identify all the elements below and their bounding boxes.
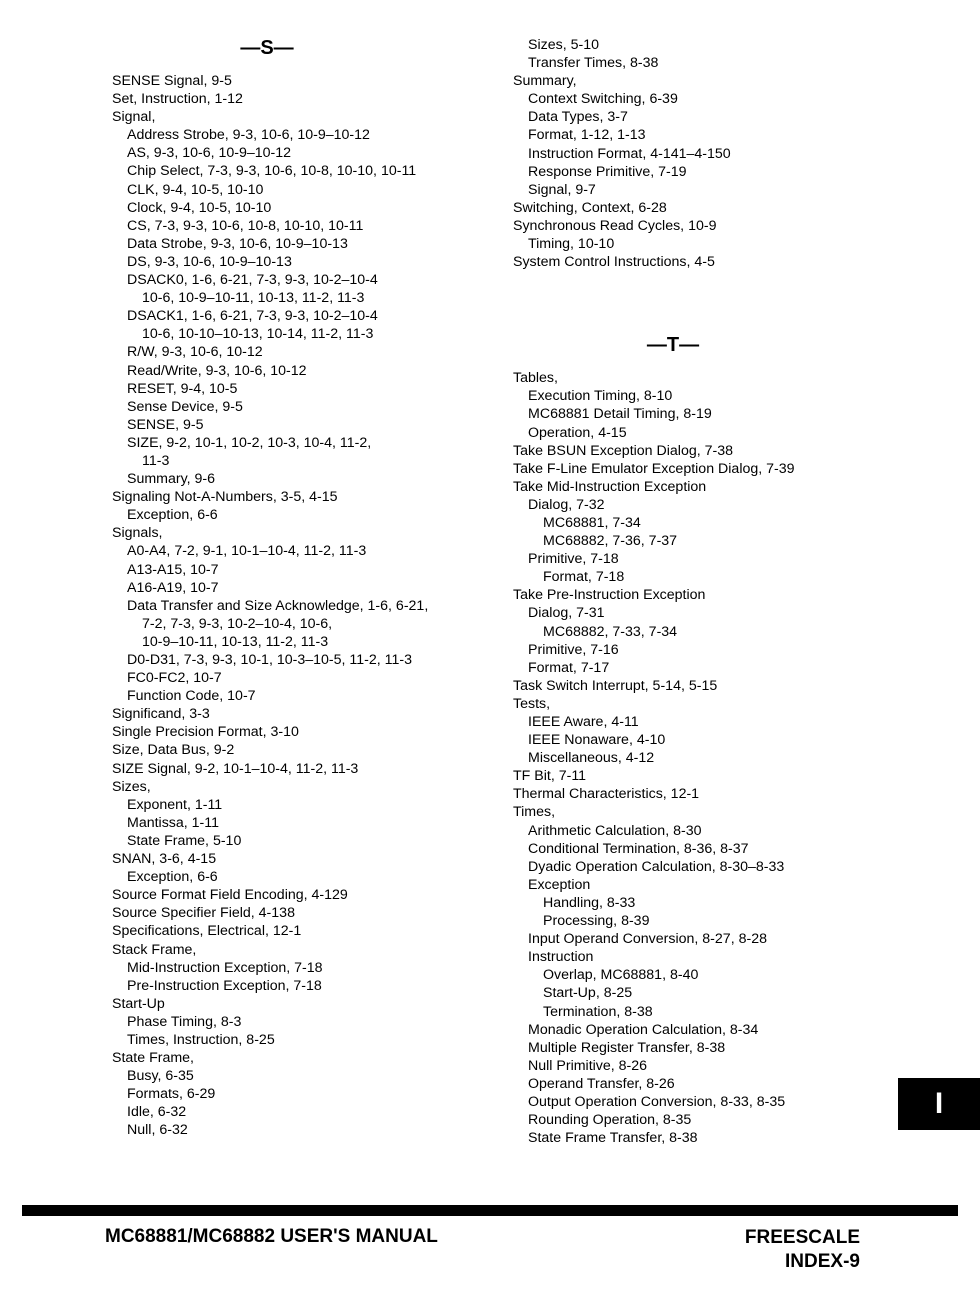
index-entry: Conditional Termination, 8-36, 8-37 [528, 840, 749, 857]
index-entry: Execution Timing, 8-10 [528, 388, 673, 405]
index-entry: Set, Instruction, 1-12 [112, 91, 243, 108]
index-entry: Format, 7-18 [543, 569, 625, 586]
section-heading-s: —S— [240, 37, 294, 59]
index-entry: IEEE Nonaware, 4-10 [528, 732, 666, 749]
index-entry: MC68881, 7-34 [543, 514, 641, 531]
index-entry: Signal, [112, 109, 156, 126]
index-entry: Take Pre-Instruction Exception [513, 587, 706, 604]
index-entry: RESET, 9-4, 10-5 [127, 380, 238, 397]
section-gap [513, 271, 893, 333]
index-entry: Context Switching, 6-39 [528, 91, 678, 108]
index-entry: SENSE, 9-5 [127, 416, 204, 433]
index-entry: Read/Write, 9-3, 10-6, 10-12 [127, 362, 307, 379]
index-entry: DSACK1, 1-6, 6-21, 7-3, 9-3, 10-2–10-4 [127, 308, 378, 325]
index-entry: Arithmetic Calculation, 8-30 [528, 822, 702, 839]
index-entry: Dialog, 7-32 [528, 496, 605, 513]
index-entry: Handling, 8-33 [543, 894, 636, 911]
index-entry: Sizes, [112, 778, 151, 795]
index-entry: Thermal Characteristics, 12-1 [513, 786, 700, 803]
right-index-column [513, 36, 893, 1147]
index-entry: Switching, Context, 6-28 [513, 199, 667, 216]
index-entry: State Frame, [112, 1050, 195, 1067]
index-entry: Signaling Not-A-Numbers, 3-5, 4-15 [112, 489, 338, 506]
index-entry: Null, 6-32 [127, 1122, 188, 1139]
index-entry: Exponent, 1-11 [127, 796, 223, 813]
index-entry: Format, 1-12, 1-13 [528, 127, 646, 144]
index-entry: State Frame Transfer, 8-38 [528, 1130, 698, 1147]
index-entry: MC68882, 7-36, 7-37 [543, 533, 678, 550]
index-entry: D0-D31, 7-3, 9-3, 10-1, 10-3–10-5, 11-2, 11-3 [127, 652, 412, 668]
index-entry: AS, 9-3, 10-6, 10-9–10-12 [127, 145, 292, 162]
index-entry: SIZE Signal, 9-2, 10-1–10-4, 11-2, 11-3 [112, 760, 359, 777]
index-entry: Operation, 4-15 [528, 424, 627, 441]
index-entry: Multiple Register Transfer, 8-38 [528, 1039, 726, 1056]
index-entry: Exception, 6-6 [127, 869, 218, 886]
index-entry: System Control Instructions, 4-5 [513, 254, 715, 271]
index-entry: Response Primitive, 7-19 [528, 163, 687, 180]
index-entry: Data Types, 3-7 [528, 109, 628, 126]
index-entry: DSACK0, 1-6, 6-21, 7-3, 9-3, 10-2–10-4 [127, 272, 378, 289]
index-entry: Data Strobe, 9-3, 10-6, 10-9–10-13 [127, 235, 348, 252]
index-entry: DS, 9-3, 10-6, 10-9–10-13 [127, 253, 292, 270]
index-entry: Start-Up [112, 995, 165, 1012]
index-entry: Exception, 6-6 [127, 507, 218, 524]
index-entry: Dyadic Operation Calculation, 8-30–8-33 [528, 858, 785, 875]
index-entry: 7-2, 7-3, 9-3, 10-2–10-4, 10-6, [142, 615, 333, 632]
index-entry: Address Strobe, 9-3, 10-6, 10-9–10-12 [127, 127, 370, 144]
index-entry: Primitive, 7-18 [528, 551, 619, 568]
index-entry: Chip Select, 7-3, 9-3, 10-6, 10-8, 10-10, 10-11 [127, 163, 417, 180]
index-entry: FC0-FC2, 10-7 [127, 670, 222, 687]
index-entry: Formats, 6-29 [127, 1086, 216, 1103]
index-entry: MC68881 Detail Timing, 8-19 [528, 406, 712, 423]
index-entry: Timing, 10-10 [528, 236, 615, 253]
index-entry: Overlap, MC68881, 8-40 [543, 967, 699, 984]
index-entry: Instruction [528, 949, 594, 966]
index-entry: Mantissa, 1-11 [127, 814, 219, 831]
index-entry: Signal, 9-7 [528, 181, 596, 198]
index-entry: Mid-Instruction Exception, 7-18 [127, 959, 323, 976]
index-entry: Times, Instruction, 8-25 [127, 1031, 275, 1048]
index-entry: R/W, 9-3, 10-6, 10-12 [127, 344, 263, 361]
footer-right-block [745, 1226, 860, 1274]
index-entry: 10-6, 10-10–10-13, 10-14, 11-2, 11-3 [142, 326, 374, 343]
left-entry-list [112, 72, 502, 1140]
index-entry: Size, Data Bus, 9-2 [112, 742, 235, 759]
index-entry: Take Mid-Instruction Exception [513, 478, 707, 495]
index-entry: Null Primitive, 8-26 [528, 1057, 648, 1074]
index-entry: Significand, 3-3 [112, 706, 210, 723]
index-entry: SIZE, 9-2, 10-1, 10-2, 10-3, 10-4, 11-2, [127, 434, 372, 451]
index-entry: MC68882, 7-33, 7-34 [543, 623, 678, 640]
index-entry: Function Code, 10-7 [127, 688, 256, 705]
index-entry: Exception [528, 876, 591, 893]
index-entry: Task Switch Interrupt, 5-14, 5-15 [513, 677, 718, 694]
index-entry: Summary, [513, 73, 577, 90]
index-entry: Summary, 9-6 [127, 471, 216, 488]
index-entry: State Frame, 5-10 [127, 832, 242, 849]
right-continued-entry-list [513, 36, 893, 271]
index-entry: SENSE Signal, 9-5 [112, 73, 232, 89]
section-heading-t: —T— [646, 334, 700, 357]
index-entry: Busy, 6-35 [127, 1068, 194, 1085]
index-entry: Stack Frame, [112, 941, 197, 958]
index-entry: Clock, 9-4, 10-5, 10-10 [127, 199, 272, 216]
index-entry: Input Operand Conversion, 8-27, 8-28 [528, 931, 767, 948]
index-entry: IEEE Aware, 4-11 [528, 714, 639, 730]
index-entry: Single Precision Format, 3-10 [112, 724, 299, 741]
index-entry: Data Transfer and Size Acknowledge, 1-6, 6-21, [127, 597, 429, 614]
index-entry: Sense Device, 9-5 [127, 398, 243, 415]
index-entry: CS, 7-3, 9-3, 10-6, 10-8, 10-10, 10-11 [127, 217, 364, 234]
index-entry: Signals, [112, 525, 163, 542]
section-thumb-tab: I [898, 1078, 980, 1130]
index-entry: SNAN, 3-6, 4-15 [112, 851, 217, 868]
right-entry-list [513, 369, 893, 1147]
index-entry: 11-3 [142, 452, 170, 469]
index-entry: TF Bit, 7-11 [513, 768, 587, 785]
index-entry: CLK, 9-4, 10-5, 10-10 [127, 181, 264, 198]
index-entry: A16-A19, 10-7 [127, 579, 219, 596]
index-entry: Source Specifier Field, 4-138 [112, 905, 295, 922]
index-entry: Transfer Times, 8-38 [528, 55, 659, 72]
footer-rule [22, 1205, 958, 1216]
index-entry: Output Operation Conversion, 8-33, 8-35 [528, 1093, 786, 1110]
index-entry: Specifications, Electrical, 12-1 [112, 923, 302, 940]
index-entry: Processing, 8-39 [543, 913, 650, 930]
index-entry: Phase Timing, 8-3 [127, 1013, 242, 1030]
index-entry: Idle, 6-32 [127, 1104, 187, 1121]
index-entry: Source Format Field Encoding, 4-129 [112, 887, 348, 904]
publisher-name: FREESCALE [744, 1227, 860, 1248]
index-entry: Start-Up, 8-25 [543, 985, 633, 1002]
index-entry: A13-A15, 10-7 [127, 561, 219, 578]
index-entry: Format, 7-17 [528, 659, 610, 676]
index-entry: Pre-Instruction Exception, 7-18 [127, 977, 322, 994]
index-entry: Dialog, 7-31 [528, 605, 605, 622]
index-entry: 10-6, 10-9–10-11, 10-13, 11-2, 11-3 [142, 290, 365, 307]
index-entry: Miscellaneous, 4-12 [528, 750, 655, 767]
index-entry: Sizes, 5-10 [528, 37, 599, 53]
index-entry: Primitive, 7-16 [528, 641, 619, 658]
index-entry: Termination, 8-38 [543, 1003, 653, 1020]
left-index-column [112, 36, 502, 1140]
index-entry: A0-A4, 7-2, 9-1, 10-1–10-4, 11-2, 11-3 [127, 543, 367, 560]
index-entry: Rounding Operation, 8-35 [528, 1112, 692, 1129]
index-entry: Tests, [513, 695, 551, 712]
index-entry: Synchronous Read Cycles, 10-9 [513, 217, 717, 234]
index-entry: Take BSUN Exception Dialog, 7-38 [513, 442, 734, 459]
index-entry: Tables, [513, 370, 558, 387]
index-entry: Times, [513, 804, 556, 821]
index-entry: Take F-Line Emulator Exception Dialog, 7-39 [513, 460, 795, 477]
index-entry: Monadic Operation Calculation, 8-34 [528, 1021, 759, 1038]
index-entry: Instruction Format, 4-141–4-150 [528, 145, 731, 162]
page-number: INDEX-9 [785, 1251, 860, 1272]
manual-title: MC68881/MC68882 USER'S MANUAL [105, 1226, 438, 1247]
index-entry: Operand Transfer, 8-26 [528, 1075, 675, 1092]
index-entry: 10-9–10-11, 10-13, 11-2, 11-3 [142, 633, 329, 650]
